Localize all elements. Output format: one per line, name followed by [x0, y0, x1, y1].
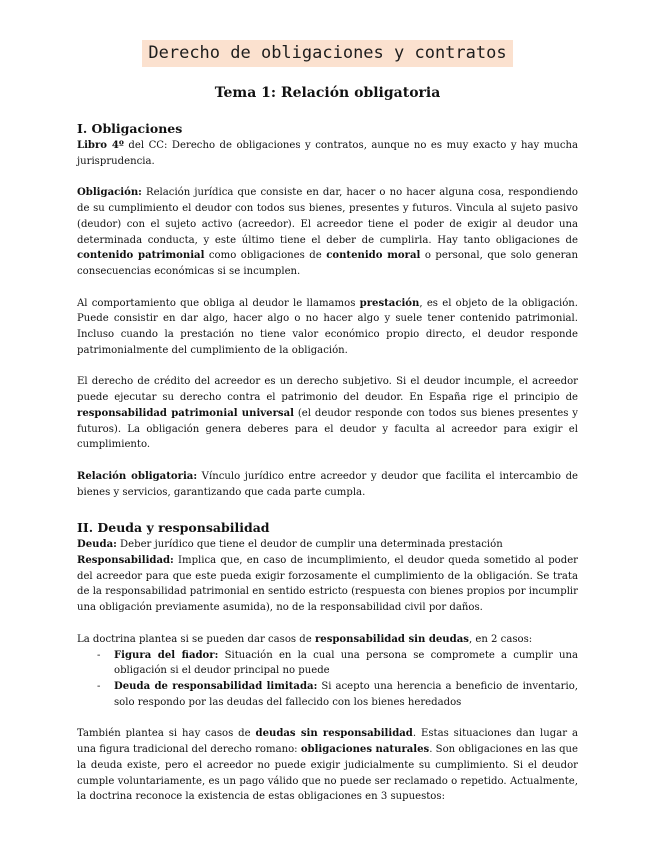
text-run: , es el objeto de la obligación. Puede consistir en dar algo, hacer algo o no hacer algo y suele tener contenido patrimonial. Incluso cuando la prestación no tiene valor económico propio directo, el deudor responde patrimonialmente del cumplimiento de la obligación.: [77, 297, 578, 356]
paragraph-prestacion: [77, 296, 578, 359]
text-run: La doctrina plantea si se pueden dar casos de: [77, 633, 315, 645]
topic-title: Tema 1: Relación obligatoria: [214, 85, 441, 101]
text-run: como obligaciones de: [204, 250, 327, 262]
banner-wrap: [77, 0, 578, 67]
bold-term: responsabilidad sin deudas: [314, 633, 469, 645]
bold-term: prestación: [359, 297, 420, 309]
text-run: Relación jurídica que consiste en dar, hacer o no hacer alguna cosa, respondiendo de su cumplimiento el deudor con todos sus bienes, presentes y futuros. Vincula al sujeto pasivo (deudor) con el sujeto activo (acreedor). El acreedor tiene el poder de exigir al deudor una determinada conducta, y este último tiene el deber de cumplirla. Hay tanto obligaciones de: [77, 187, 578, 246]
section-heading-deuda: II. Deuda y responsabilidad: [77, 520, 270, 536]
section-heading-obligaciones: I. Obligaciones: [77, 121, 183, 136]
text-run: . Son obligaciones en las que la deuda existe, pero el acreedor no puede exigir judicialmente su cumplimiento. Si el deudor cumple voluntariamente, es un pago válido que no puede ser reclamado o repetido. Actualmente, la doctrina reconoce la existencia de estas obligaciones en 3 supuestos:: [77, 744, 579, 803]
list-dash: -: [97, 680, 101, 692]
bold-term: Deuda:: [77, 539, 117, 551]
paragraph-deuda: [77, 537, 578, 553]
text-run: Vínculo jurídico entre acreedor y deudor que facilita el intercambio de bienes y servicios, garantizando que cada parte cumpla.: [77, 470, 579, 498]
text-run: del CC: Derecho de obligaciones y contratos, aunque no es muy exacto y hay mucha jurisprudencia.: [77, 140, 578, 167]
list-item: [97, 679, 578, 710]
bold-term: responsabilidad patrimonial universal: [77, 407, 294, 419]
paragraph-responsabilidad: [77, 553, 578, 616]
paragraph-obligaciones-naturales: [77, 726, 578, 805]
text-run: Al comportamiento que obliga al deudor le llamamos: [77, 297, 360, 309]
text-run: Si acepto una herencia a beneficio de inventario, solo respondo por las deudas del fallecido con los bienes heredados: [114, 680, 578, 708]
text-run: (el deudor responde con todos sus bienes presentes y futuros). La obligación genera deberes para el deudor y faculta al acreedor para exigir el cumplimiento.: [77, 407, 578, 451]
list-dash: -: [97, 649, 101, 661]
bold-term: contenido patrimonial: [77, 250, 205, 262]
paragraph-obligacion: [77, 185, 578, 279]
paragraph-relacion-obligatoria: [77, 469, 578, 500]
bold-term: deudas sin responsabilidad: [255, 728, 413, 740]
list-item: [97, 648, 578, 679]
bold-term: obligaciones naturales: [300, 744, 430, 756]
text-run: Deber jurídico que tiene el deudor de cumplir una determinada prestación: [116, 539, 503, 551]
bold-term: Deuda de responsabilidad limitada:: [114, 680, 318, 692]
bold-term: contenido moral: [326, 250, 421, 262]
bold-term: Responsabilidad:: [77, 555, 174, 567]
paragraph-doctrina: [77, 632, 578, 648]
cases-list: [77, 648, 578, 711]
text-run: . Estas situaciones dan lugar a una figura tradicional del derecho romano:: [77, 728, 578, 756]
bold-term: Obligación:: [77, 187, 142, 199]
bold-term: Figura del fiador:: [114, 649, 219, 661]
bold-term: Relación obligatoria:: [77, 470, 198, 482]
text-run: Implica que, en caso de incumplimiento, el deudor queda sometido al poder del acreedor para que este pueda exigir forzosamente el cumplimiento de la obligación. Se trata de la responsabilidad patrimonial en sentido estricto (respuesta con bienes propios por incumplir una obligación previamente asumida), no de la responsabilidad civil por daños.: [77, 555, 578, 614]
paragraph-libro: [77, 138, 578, 169]
text-run: , en 2 casos:: [468, 633, 533, 645]
text-run: El derecho de crédito del acreedor es un derecho subjetivo. Si el deudor incumple, el acreedor puede ejecutar su derecho contra el patrimonio del deudor. En España rige el principio de: [77, 376, 578, 404]
text-run: o personal, que solo generan consecuencias económicas si se incumplen.: [77, 250, 579, 277]
bold-term: Libro 4º: [77, 140, 124, 151]
text-run: También plantea si hay casos de: [77, 728, 256, 740]
text-run: Situación en la cual una persona se compromete a cumplir una obligación si el deudor principal no puede: [114, 649, 579, 677]
paragraph-derecho-credito: [77, 374, 578, 453]
document-title-banner: Derecho de obligaciones y contratos: [142, 40, 512, 67]
